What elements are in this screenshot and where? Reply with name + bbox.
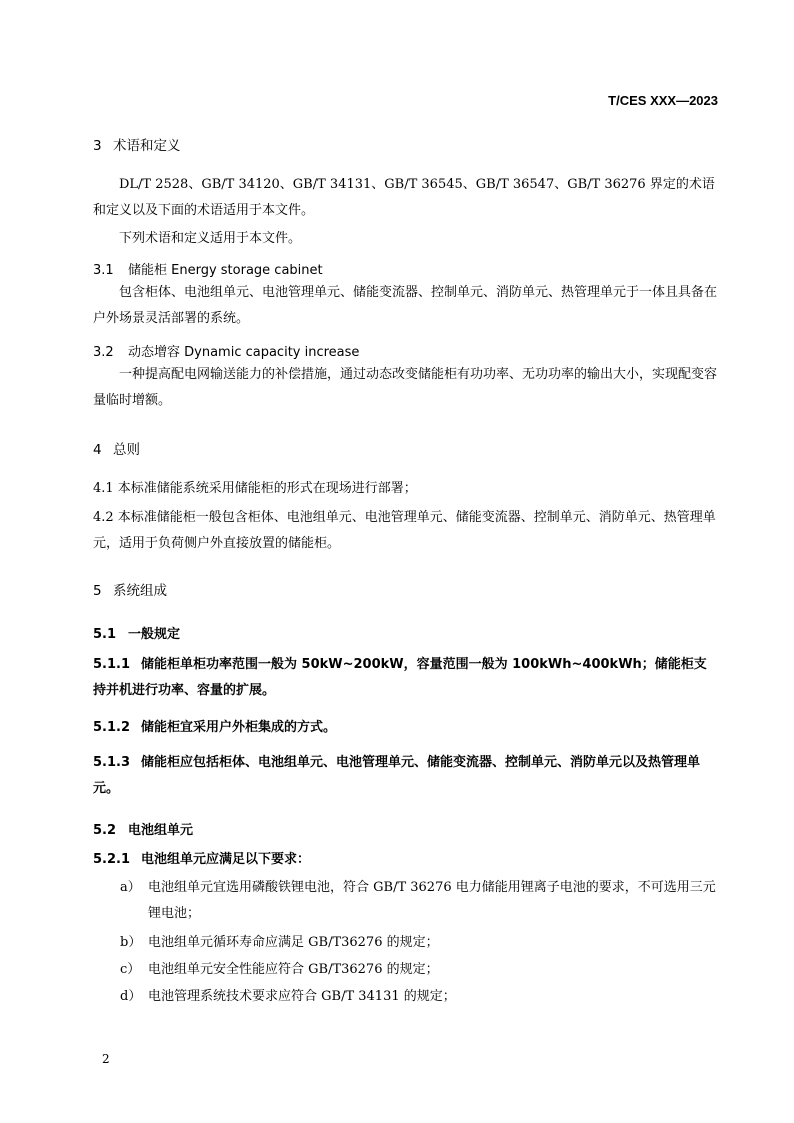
clause-number: 5.2.1 [93, 852, 131, 867]
list-item [120, 875, 717, 927]
section-number: 4 [93, 442, 102, 458]
term-3-2-definition: 一种提高配电网输送能力的补偿措施，通过动态改变储能柜有功功率、无功功率的输出大小，实现配变容量临时增额。 [93, 367, 718, 408]
clause-text: 储能柜宜采用户外柜集成的方式。 [141, 720, 337, 735]
clause-number: 5.1.3 [93, 755, 131, 770]
clause-text: 储能柜单柜功率范围一般为 50kW~200kW，容量范围一般为 100kWh~400kWh；储能柜支持并机进行功率、容量的扩展。 [93, 657, 707, 698]
subsection-title: 电池组单元 [128, 823, 194, 838]
subsection-number: 5.1 [93, 627, 117, 642]
clause-5-1-3 [93, 750, 717, 802]
list-item-text: 电池管理系统技术要求应符合 GB/T 34131 的规定； [148, 989, 456, 1004]
list-marker: a） [120, 880, 141, 895]
list-item [120, 957, 717, 983]
section-5-heading [93, 579, 167, 599]
list-item-text: 电池组单元循环寿命应满足 GB/T36276 的规定； [148, 935, 439, 950]
section-number: 5 [93, 583, 102, 599]
clause-text: 电池组单元应满足以下要求： [141, 852, 311, 867]
term-3-2-heading [93, 341, 359, 360]
list-marker: c） [120, 962, 141, 977]
term-number: 3.1 [93, 263, 114, 278]
subsection-5-1-heading [93, 623, 180, 642]
clause-text: 储能柜应包括柜体、电池组单元、电池管理单元、储能变流器、控制单元、消防单元以及热管理单元。 [93, 755, 701, 796]
subsection-title: 一般规定 [128, 627, 181, 642]
term-title: 动态增容 Dynamic capacity increase [128, 345, 360, 360]
section-4-heading [93, 438, 140, 458]
clause-number: 5.1.2 [93, 720, 131, 735]
section-title: 术语和定义 [113, 138, 181, 154]
list-marker: b） [120, 935, 142, 950]
section-title: 总则 [113, 442, 140, 458]
list-item [120, 984, 717, 1010]
clause-5-1-1 [93, 652, 717, 704]
list-marker: d） [120, 989, 142, 1004]
section-3-paragraph-1: DL/T 2528、GB/T 34120、GB/T 34131、GB/T 36545、GB/T 36547、GB/T 36276 界定的术语和定义以及下面的术语适用于本文件。 [93, 177, 715, 218]
section-number: 3 [93, 138, 102, 154]
subsection-number: 5.2 [93, 823, 117, 838]
section-title: 系统组成 [113, 583, 167, 599]
clause-4-1: 4.1 本标准储能系统采用储能柜的形式在现场进行部署； [93, 481, 417, 496]
term-number: 3.2 [93, 345, 114, 360]
term-3-1-definition: 包含柜体、电池组单元、电池管理单元、储能变流器、控制单元、消防单元、热管理单元于一体且具备在户外场景灵活部署的系统。 [93, 285, 718, 326]
section-3-heading [93, 134, 181, 154]
clause-number: 5.1.1 [93, 657, 131, 672]
list-item-text: 电池组单元安全性能应符合 GB/T36276 的规定； [148, 962, 439, 977]
section-3-paragraph-2: 下列术语和定义适用于本文件。 [119, 231, 302, 246]
document-id: T/CES XXX—2023 [608, 93, 718, 108]
subsection-5-2-heading [93, 819, 193, 838]
term-3-1-heading [93, 259, 323, 278]
list-item [120, 930, 717, 956]
list-item-text: 电池组单元宜选用磷酸铁锂电池，符合 GB/T 36276 电力储能用锂离子电池的要求，不可选用三元锂电池； [148, 880, 716, 921]
clause-4-2: 4.2 本标准储能柜一般包含柜体、电池组单元、电池管理单元、储能变流器、控制单元、消防单元、热管理单元，适用于负荷侧户外直接放置的储能柜。 [93, 510, 716, 551]
clause-5-1-2 [93, 715, 717, 741]
term-title: 储能柜 Energy storage cabinet [128, 263, 323, 278]
clause-5-2-1 [93, 847, 717, 873]
page-number: 2 [102, 1052, 110, 1066]
